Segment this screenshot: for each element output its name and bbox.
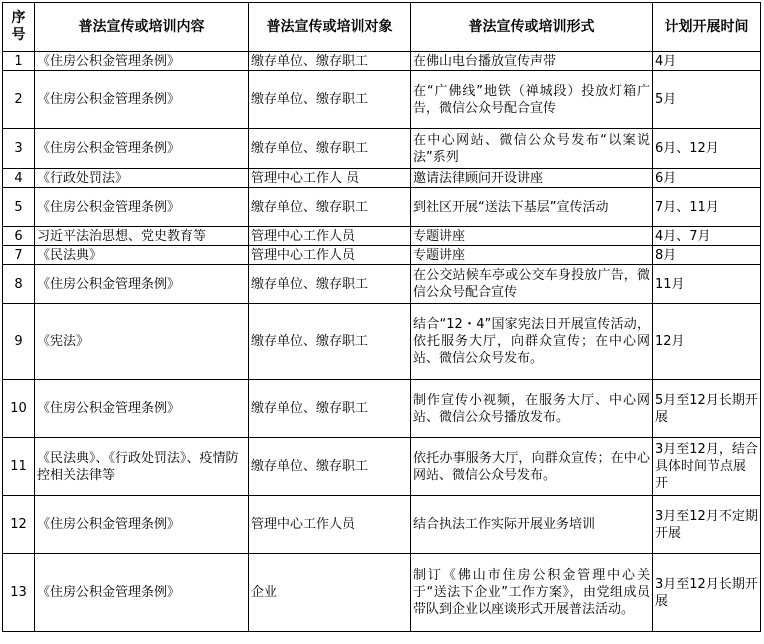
row-target: 缴存单位、缴存职工 xyxy=(249,265,411,304)
plan-table xyxy=(2,2,761,632)
table-row xyxy=(3,265,761,304)
table-row xyxy=(3,304,761,380)
row-content: 《住房公积金管理条例》 xyxy=(35,188,249,227)
row-content: 《住房公积金管理条例》 xyxy=(35,71,249,129)
table-row xyxy=(3,52,761,71)
table-row xyxy=(3,380,761,438)
row-no: 12 xyxy=(3,496,35,554)
row-form: 邀请法律顾问开设讲座 xyxy=(411,169,653,188)
row-time: 11月 xyxy=(653,265,761,304)
row-target: 缴存单位、缴存职工 xyxy=(249,129,411,169)
header-form: 普法宣传或培训形式 xyxy=(411,3,653,52)
row-target: 缴存单位、缴存职工 xyxy=(249,304,411,380)
row-form: 在中心网站、微信公众号发布“以案说法”系列 xyxy=(411,129,653,169)
row-content: 习近平法治思想、党史教育等 xyxy=(35,227,249,246)
row-target: 管理中心工作人员 xyxy=(249,496,411,554)
table-row xyxy=(3,169,761,188)
row-content: 《民法典》 xyxy=(35,246,249,265)
row-no: 8 xyxy=(3,265,35,304)
row-form: 专题讲座 xyxy=(411,246,653,265)
table-row xyxy=(3,438,761,496)
row-no: 2 xyxy=(3,71,35,129)
row-target: 管理中心工作人员 xyxy=(249,246,411,265)
table-row xyxy=(3,246,761,265)
row-no: 6 xyxy=(3,227,35,246)
row-form: 在公交站候车亭或公交车身投放广告，微信公众号配合宣传 xyxy=(411,265,653,304)
row-no: 5 xyxy=(3,188,35,227)
row-form: 在“广佛线”地铁（禅城段）投放灯箱广告，微信公众号配合宣传 xyxy=(411,71,653,129)
row-form: 结合“12・4”国家宪法日开展宣传活动，依托服务大厅，向群众宣传；在中心网站、微信公众号发布。 xyxy=(411,304,653,380)
row-form: 制订《佛山市住房公积金管理中心关于“送法下企业”工作方案》，由党组成员带队到企业以座谈形式开展普法活动。 xyxy=(411,554,653,632)
header-content: 普法宣传或培训内容 xyxy=(35,3,249,52)
row-content: 《宪法》 xyxy=(35,304,249,380)
row-time: 3月至12月不定期开展 xyxy=(653,496,761,554)
row-time: 8月 xyxy=(653,246,761,265)
table-row xyxy=(3,71,761,129)
row-content: 《行政处罚法》 xyxy=(35,169,249,188)
header-time: 计划开展时间 xyxy=(653,3,761,52)
row-time: 4月 xyxy=(653,52,761,71)
row-form: 专题讲座 xyxy=(411,227,653,246)
row-content: 《民法典》、《行政处罚法》、疫情防控相关法律等 xyxy=(35,438,249,496)
row-no: 4 xyxy=(3,169,35,188)
header-row xyxy=(3,3,761,52)
row-time: 5月 xyxy=(653,71,761,129)
row-content: 《住房公积金管理条例》 xyxy=(35,52,249,71)
table-row xyxy=(3,188,761,227)
row-content: 《住房公积金管理条例》 xyxy=(35,129,249,169)
row-time: 5月至12月长期开展 xyxy=(653,380,761,438)
row-target: 缴存单位、缴存职工 xyxy=(249,438,411,496)
row-form: 在佛山电台播放宣传声带 xyxy=(411,52,653,71)
row-no: 7 xyxy=(3,246,35,265)
row-form: 依托办事服务大厅，向群众宣传；在中心网站、微信公众号发布。 xyxy=(411,438,653,496)
table-row xyxy=(3,496,761,554)
row-target: 缴存单位、缴存职工 xyxy=(249,71,411,129)
table-row xyxy=(3,554,761,632)
row-no: 1 xyxy=(3,52,35,71)
row-time: 6月、12月 xyxy=(653,129,761,169)
row-time: 3月至12月长期开展 xyxy=(653,554,761,632)
header-target: 普法宣传或培训对象 xyxy=(249,3,411,52)
row-no: 11 xyxy=(3,438,35,496)
row-form: 制作宣传小视频，在服务大厅、中心网站、微信公众号播放发布。 xyxy=(411,380,653,438)
row-time: 6月 xyxy=(653,169,761,188)
row-content: 《住房公积金管理条例》 xyxy=(35,265,249,304)
row-form: 结合执法工作实际开展业务培训 xyxy=(411,496,653,554)
row-content: 《住房公积金管理条例》 xyxy=(35,496,249,554)
row-target: 管理中心工作人 员 xyxy=(249,169,411,188)
row-form: 到社区开展“送法下基层”宣传活动 xyxy=(411,188,653,227)
row-content: 《住房公积金管理条例》 xyxy=(35,380,249,438)
row-no: 10 xyxy=(3,380,35,438)
row-content: 《住房公积金管理条例》 xyxy=(35,554,249,632)
row-no: 13 xyxy=(3,554,35,632)
row-no: 3 xyxy=(3,129,35,169)
row-time: 12月 xyxy=(653,304,761,380)
row-target: 缴存单位、缴存职工 xyxy=(249,188,411,227)
header-no: 序号 xyxy=(3,3,35,52)
row-target: 管理中心工作人员 xyxy=(249,227,411,246)
row-time: 4月、7月 xyxy=(653,227,761,246)
row-no: 9 xyxy=(3,304,35,380)
row-target: 缴存单位、缴存职工 xyxy=(249,52,411,71)
table-row xyxy=(3,227,761,246)
row-time: 3月至12月，结合具体时间节点展开 xyxy=(653,438,761,496)
row-target: 缴存单位、缴存职工 xyxy=(249,380,411,438)
table-row xyxy=(3,129,761,169)
row-target: 企业 xyxy=(249,554,411,632)
row-time: 7月、11月 xyxy=(653,188,761,227)
